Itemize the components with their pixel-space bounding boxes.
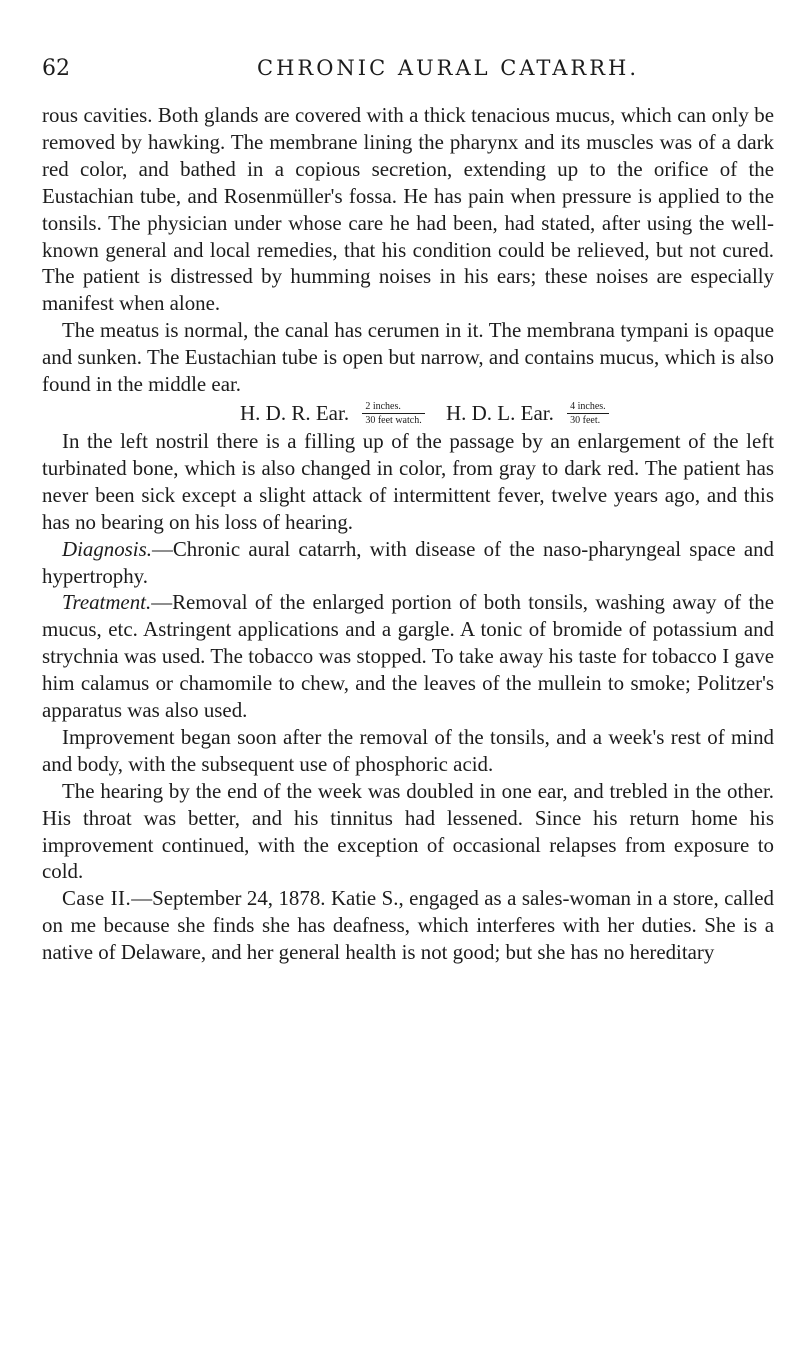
left-ear-label: H. D. L. Ear. [445,400,554,425]
treatment-text: —Removal of the enlarged portion of both tonsils, washing away of the mucus, etc. Astringent applications and a gargle. A tonic of bromide of potassium and strychnia was used. The tobacco was stopped. To take away his taste for tobacco I gave him calamus or chamomile to chew, and the leaves of the mullein to smoke; Politzer's apparatus was also used. [42,590,774,723]
running-head: CHRONIC AURAL CATARRH. [257,56,640,80]
paragraph: Improvement began soon after the removal of the tonsils, and a week's rest of mind and body, with the subsequent use of phosphoric acid. [42,724,774,776]
left-ear-denominator: 30 feet. [570,414,601,426]
right-ear-denominator: 30 feet watch. [365,414,422,426]
diagnosis-text: —Chronic aural catarrh, with disease of the naso-pharyngeal space and hypertrophy. [42,536,774,588]
diagnosis-paragraph [42,536,774,590]
paragraph: The hearing by the end of the week was doubled in one ear, and trebled in the other. His throat was better, and his tinnitus had lessened. Since his return home his improvement continued, with the exception of occasional relapses from exposure to cold. [42,778,774,884]
body-text [42,102,774,966]
treatment-paragraph [42,589,774,724]
page-number: 62 [42,56,70,81]
right-ear-fraction [362,400,424,427]
paragraph: The meatus is normal, the canal has cerumen in it. The membrana tympani is opaque and sunken. The Eustachian tube is open but narrow, and contains mucus, which is also found in the middle ear. [42,318,774,397]
case-paragraph [42,885,774,966]
case-text: —September 24, 1878. Katie S., engaged as a sales-woman in a store, called on me because she finds she has deafness, which interferes with her duties. She is a native of Delaware, and her general health is not good; but she has no hereditary [42,886,774,965]
left-ear-fraction [567,400,609,427]
diagnosis-label: Diagnosis. [62,536,152,561]
hearing-distance-line [42,398,774,428]
paragraph: rous cavities. Both glands are covered with a thick tenacious mucus, which can only be removed by hawking. The membrane lining the pharynx and its muscles was of a dark red color, and bathed in a copious secretion, extending up to the orifice of the Eustachian tube, and Rosenmüller's fossa. He has pain when pressure is applied to the tonsils. The physician under whose care he had been, had stated, after using the well-known general and local remedies, that his condition could be relieved, but not cured. The patient is distressed by humming noises in his ears; these noises are especially manifest when alone. [42,103,774,316]
right-ear-numerator: 2 inches. [362,400,424,414]
treatment-label: Treatment. [62,590,152,615]
case-label: Case II. [62,886,132,911]
page-header [42,50,782,86]
left-ear-numerator: 4 inches. [567,400,609,414]
paragraph: In the left nostril there is a filling up of the passage by an enlargement of the left turbinated bone, which is also changed in color, from gray to dark red. The patient has never been sick except a slight attack of intermittent fever, twelve years ago, and this has no bearing on his loss of hearing. [42,428,774,534]
right-ear-label: H. D. R. Ear. [240,400,350,425]
